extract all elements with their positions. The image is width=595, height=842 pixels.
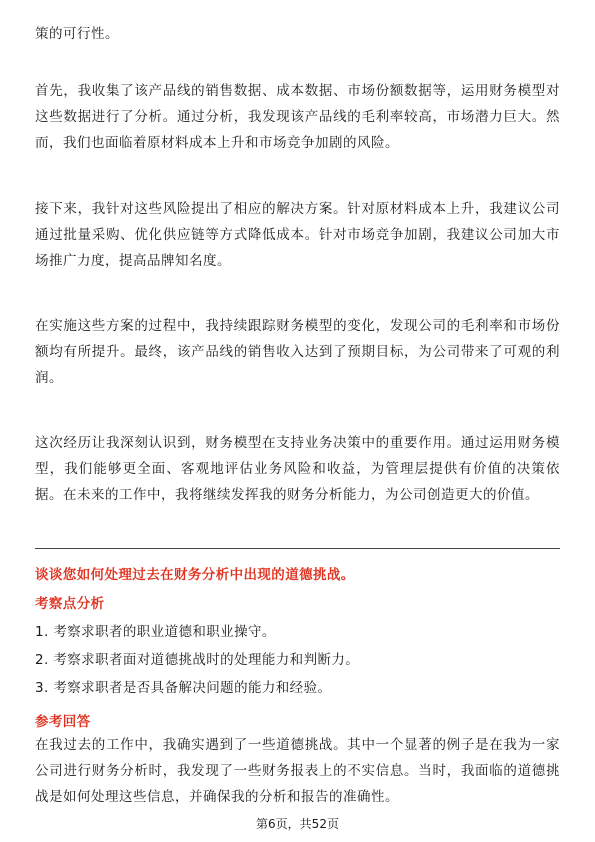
- paragraph-conclusion: 这次经历让我深刻认识到，财务模型在支持业务决策中的重要作用。通过运用财务模型，我们能够更全面、客观地评估业务风险和收益，为管理层提供有价值的决策依据。在未来的工作中，我将继续发挥我的财务分析能力，为公司创造更大的价值。: [35, 435, 560, 503]
- paragraph-analysis: 首先，我收集了该产品线的销售数据、成本数据、市场份额数据等，运用财务模型对这些数据进行了分析。通过分析，我发现该产品线的毛利率较高，市场潜力巨大。然而，我们也面临着原材料成本上升和市场竞争加剧的风险。: [35, 83, 560, 151]
- answer-text: 在我过去的工作中，我确实遇到了一些道德挑战。其中一个显著的例子是在我为一家公司进行财务分析时，我发现了一些财务报表上的不实信息。当时，我面临的道德挑战是如何处理这些信息，并确保我的分析和报告的准确性。: [35, 737, 560, 805]
- answer-title: 参考回答: [35, 714, 91, 730]
- section-divider: [35, 548, 560, 549]
- analysis-item: 2. 考察求职者面对道德挑战时的处理能力和判断力。: [35, 652, 360, 668]
- interview-question: 谈谈您如何处理过去在财务分析中出现的道德挑战。: [35, 567, 355, 583]
- analysis-title: 考察点分析: [35, 596, 105, 612]
- paragraph-implementation: 在实施这些方案的过程中，我持续跟踪财务模型的变化，发现公司的毛利率和市场份额均有所提升。最终，该产品线的销售收入达到了预期目标，为公司带来了可观的利润。: [35, 318, 560, 386]
- paragraph-solution: 接下来，我针对这些风险提出了相应的解决方案。针对原材料成本上升，我建议公司通过批量采购、优化供应链等方式降低成本。针对市场竞争加剧，我建议公司加大市场推广力度，提高品牌知名度。: [35, 201, 560, 269]
- analysis-item: 1. 考察求职者的职业道德和职业操守。: [35, 624, 276, 640]
- page-number: 第6页，共52页: [256, 817, 339, 831]
- paragraph-intro-tail: 策的可行性。: [35, 26, 119, 42]
- analysis-item: 3. 考察求职者是否具备解决问题的能力和经验。: [35, 680, 332, 696]
